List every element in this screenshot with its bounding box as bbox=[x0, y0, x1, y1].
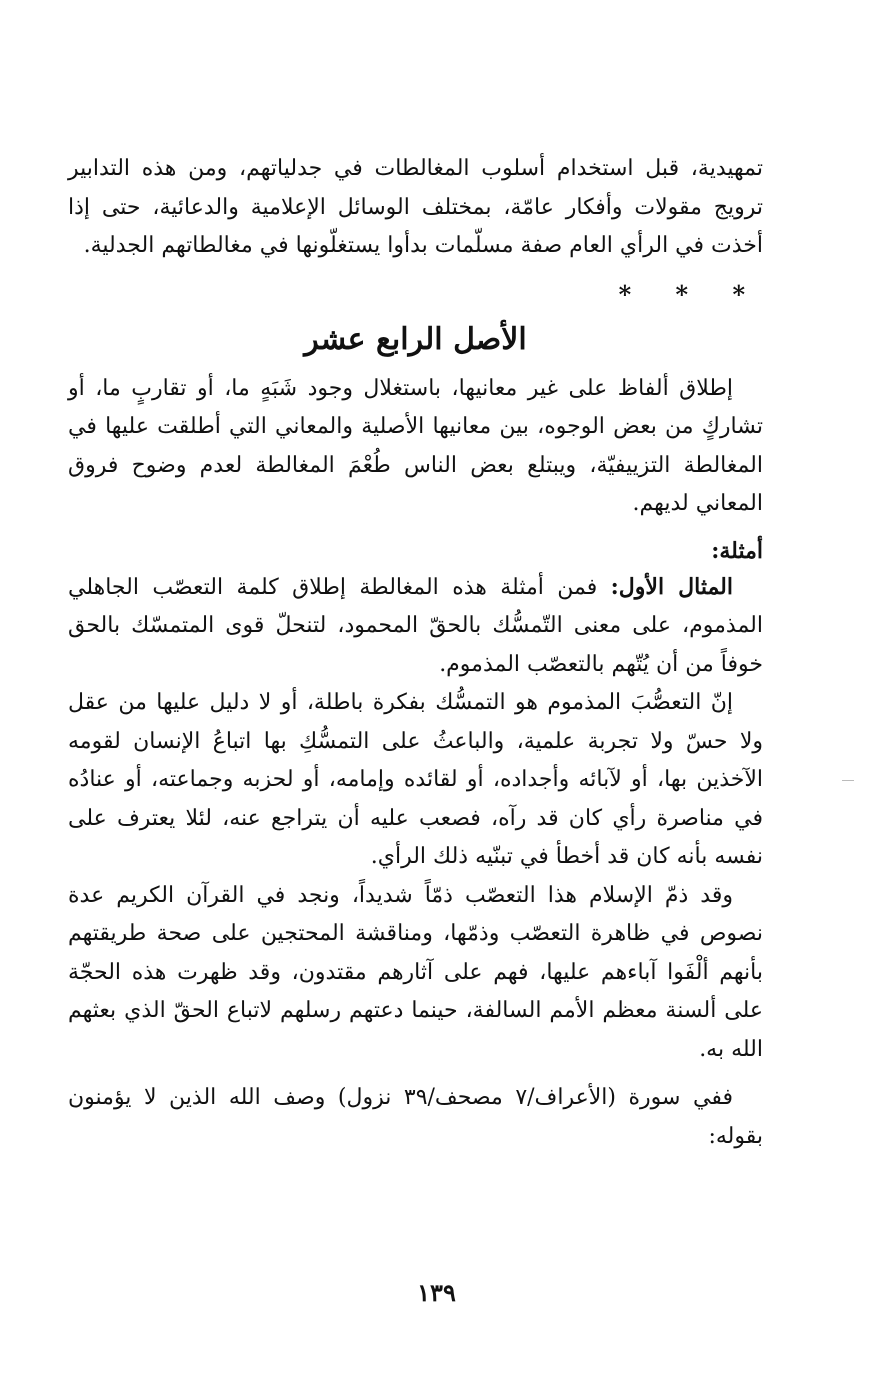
surah-paragraph: ففي سورة (الأعراف/٧ مصحف/٣٩ نزول) وصف الله الذين لا يؤمنون بقوله: bbox=[68, 1085, 763, 1149]
intro-paragraph: تمهيدية، قبل استخدام أسلوب المغالطات في جدلياتهم، ومن هذه التدابير ترويج مقولات وأفكار عامّة، بمختلف الوسائل الإعلامية والدعائية، حتى إذا أخذت في الرأي العام صفة مسلّمات بدأوا يستغلّونها في مغالطاتهم الجدلية. bbox=[68, 156, 763, 258]
example-one-paragraph bbox=[68, 568, 763, 685]
section-title: الأصل الرابع عشر bbox=[304, 321, 527, 357]
examples-label: أمثلة: bbox=[711, 537, 763, 564]
example-one-body: فمن أمثلة هذه المغالطة إطلاق كلمة التعصّب الجاهلي المذموم، على معنى التّمسُّك بالحقّ المحمود، لتنحلّ قوى المتمسّك بالحق خوفاً من أن يُتّهم بالتعصّب المذموم. bbox=[68, 574, 763, 677]
margin-mark bbox=[842, 780, 854, 781]
definition-paragraph: إطلاق ألفاظ على غير معانيها، باستغلال وجود شَبَهٍ ما، أو تقاربٍ ما، أو تشاركٍ من بعض الوجوه، بين معانيها الأصلية والمعاني التي أطلقت عليها في المغالطة التزييفيّة، ويبتلع بعض الناس طُعْمَ المغالطة لعدم وضوح فروق المعاني لديهم. bbox=[68, 375, 763, 516]
quran-paragraph: وقد ذمّ الإسلام هذا التعصّب ذمّاً شديداً، ونجد في القرآن الكريم عدة نصوص في ظاهرة التعصّب وذمّها، ومناقشة المحتجين على صحة طريقتهم بأنهم ألْفَوا آباءهم عليها، فهم على آثارهم مقتدون، وقد ظهرت هذه الحجّة على ألسنة معظم الأمم السالفة، حينما دعتهم رسلهم لاتباع الحقّ الذي بعثهم الله به. bbox=[68, 882, 763, 1062]
page-number: ١٣٩ bbox=[417, 1278, 456, 1307]
page-body bbox=[68, 150, 763, 1156]
fanaticism-paragraph: إنّ التعصُّبَ المذموم هو التمسُّك بفكرة باطلة، أو لا دليل عليها من عقل ولا حسّ ولا تجربة علمية، والباعثُ على التمسُّكِ بها اتباعُ الإنسان لقومه الآخذين بها، أو لآبائه وأجداده، أو لقائده وإمامه، أو لحزبه وجماعته، أو عنادُه في مناصرة رأي كان قد رآه، فصعب عليه أن يتراجع عنه، لئلا يعترف على نفسه بأنه كان قد أخطأ في تبنّيه ذلك الرأي. bbox=[68, 690, 763, 869]
example-one-lead: المثال الأول: bbox=[610, 573, 733, 600]
section-separator: * * * bbox=[618, 279, 763, 309]
